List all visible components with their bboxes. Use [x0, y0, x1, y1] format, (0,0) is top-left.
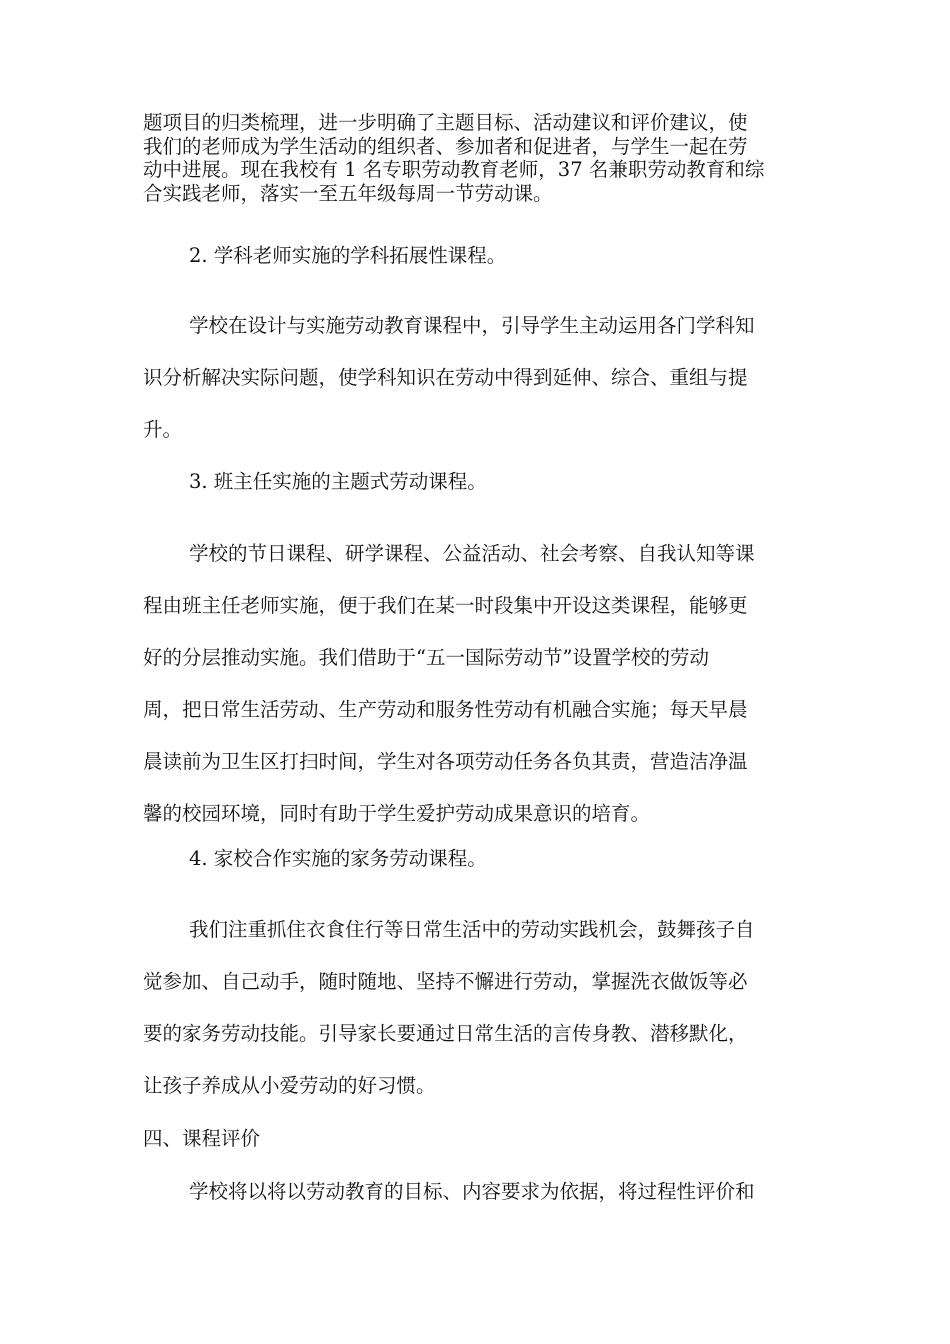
paragraph-2: [143, 300, 823, 456]
subheading-text: 4. 家校合作实施的家务劳动课程。: [189, 847, 487, 870]
paragraph-line: 好的分层推动实施。我们借助于“五一国际劳动节”设置学校的劳动: [143, 646, 709, 669]
subheading-2: [143, 230, 823, 282]
paragraph-5: [143, 1166, 823, 1218]
paragraph-line: 题项目的归类梳理，进一步明确了主题目标、活动建议和评价建议，使: [143, 111, 748, 134]
paragraph-line: 馨的校园环境，同时有助于学生爱护劳动成果意识的培育。: [143, 802, 651, 825]
continuation-paragraph: [143, 111, 823, 205]
subheading-text: 3. 班主任实施的主题式劳动课程。: [189, 470, 487, 493]
paragraph-line: 觉参加、自己动手，随时随地、坚持不懈进行劳动，掌握洗衣做饭等必: [143, 970, 748, 993]
section-title-text: 四、课程评价: [143, 1127, 261, 1150]
paragraph-line: 学校的节日课程、研学课程、公益活动、社会考察、自我认知等课: [189, 542, 755, 565]
paragraph-line: 让孩子养成从小爱劳动的好习惯。: [143, 1074, 436, 1097]
paragraph-line: 要的家务劳动技能。引导家长要通过日常生活的言传身教、潜移默化，: [143, 1022, 748, 1045]
paragraph-line: 升。: [143, 418, 183, 441]
subheading-4: [143, 833, 823, 885]
subheading-3: [143, 456, 823, 508]
paragraph-3: [143, 528, 823, 840]
subheading-text: 2. 学科老师实施的学科拓展性课程。: [189, 244, 507, 267]
paragraph-line: 我们注重抓住衣食住行等日常生活中的劳动实践机会，鼓舞孩子自: [189, 918, 755, 941]
paragraph-line: 识分析解决实际问题，使学科知识在劳动中得到延伸、综合、重组与提: [143, 366, 748, 389]
paragraph-line: 程由班主任老师实施，便于我们在某一时段集中开设这类课程，能够更: [143, 594, 748, 617]
paragraph-line: 学校将以将以劳动教育的目标、内容要求为依据，将过程性评价和: [189, 1180, 755, 1203]
paragraph-line: 晨读前为卫生区打扫时间，学生对各项劳动任务各负其责，营造洁净温: [143, 750, 748, 773]
paragraph-line: 动中进展。现在我校有 1 名专职劳动教育老师，37 名兼职劳动教育和综: [143, 158, 765, 181]
paragraph-line: 我们的老师成为学生活动的组织者、参加者和促进者，与学生一起在劳: [143, 134, 748, 158]
paragraph-line: 周，把日常生活劳动、生产劳动和服务性劳动有机融合实施；每天早晨: [143, 698, 748, 721]
paragraph-line: 学校在设计与实施劳动教育课程中，引导学生主动运用各门学科知: [189, 314, 755, 337]
paragraph-line: 合实践老师，落实一至五年级每周一节劳动课。: [143, 181, 553, 205]
section-title: [143, 1113, 823, 1165]
paragraph-4: [143, 904, 823, 1112]
